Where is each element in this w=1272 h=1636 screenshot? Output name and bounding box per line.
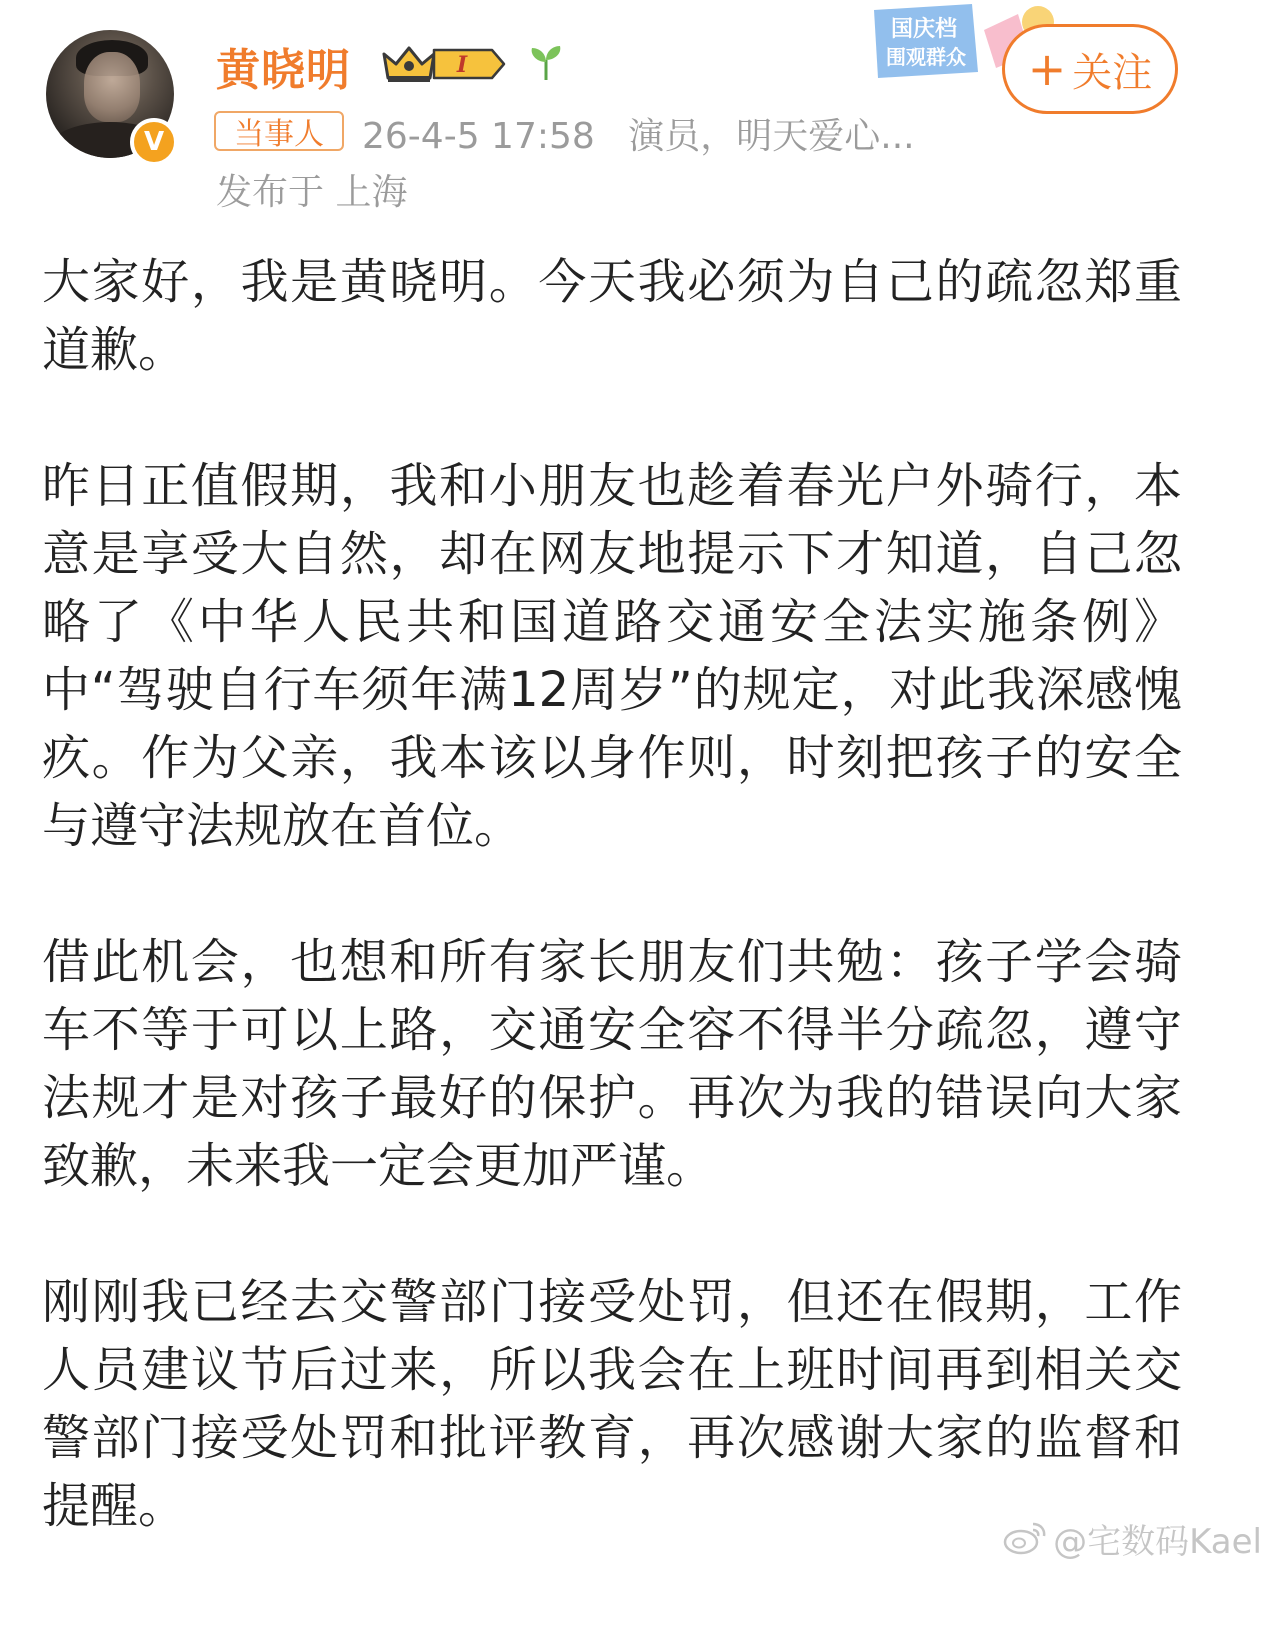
campaign-line1: 国庆档 xyxy=(890,17,958,42)
post-paragraph: 刚刚我已经去交警部门接受处罚，但还在假期，工作人员建议节后过来，所以我会在上班时间再到相关交警部门接受处罚和批评教育，再次感谢大家的监督和提醒。 xyxy=(42,1274,1182,1534)
post-meta xyxy=(362,108,915,159)
follow-button[interactable] xyxy=(1002,24,1178,114)
watermark xyxy=(1003,1508,1262,1568)
level-text: I xyxy=(456,52,468,78)
plus-icon: + xyxy=(1027,42,1067,96)
post-paragraph: 昨日正值假期，我和小朋友也趁着春光户外骑行，本意是享受大自然，却在网友地提示下才知道，自己忽略了《中华人民共和国道路交通安全法实施条例》中“驾驶自行车须年满12周岁”的规定，对此我深感愧疚。作为父亲，我本该以身作则，时刻把孩子的安全与遵守法规放在首位。 xyxy=(42,458,1182,854)
watermark-text: @宅数码Kael xyxy=(1053,1521,1262,1562)
sprout-icon xyxy=(526,42,566,82)
verified-v-icon: V xyxy=(130,118,178,166)
user-bio: 演员，明天爱心... xyxy=(628,116,915,157)
follow-label: 关注 xyxy=(1072,49,1153,96)
level-badge[interactable] xyxy=(432,46,506,82)
post-paragraph: 大家好，我是黄晓明。今天我必须为自己的疏忽郑重道歉。 xyxy=(42,254,1182,378)
post-location: 发布于 上海 xyxy=(216,172,408,213)
username[interactable]: 黄晓明 xyxy=(216,45,351,96)
crown-icon[interactable] xyxy=(380,42,438,84)
campaign-line2: 围观群众 xyxy=(886,45,966,69)
post-timestamp[interactable]: 26-4-5 17:58 xyxy=(362,116,595,157)
weibo-logo-icon xyxy=(1003,1520,1047,1556)
post-content xyxy=(42,248,1182,1540)
party-tag: 当事人 xyxy=(214,111,344,151)
post-paragraph: 借此机会，也想和所有家长朋友们共勉：孩子学会骑车不等于可以上路，交通安全容不得半分疏忽，遵守法规才是对孩子最好的保护。再次为我的错误向大家致歉，未来我一定会更加严谨。 xyxy=(42,934,1182,1194)
